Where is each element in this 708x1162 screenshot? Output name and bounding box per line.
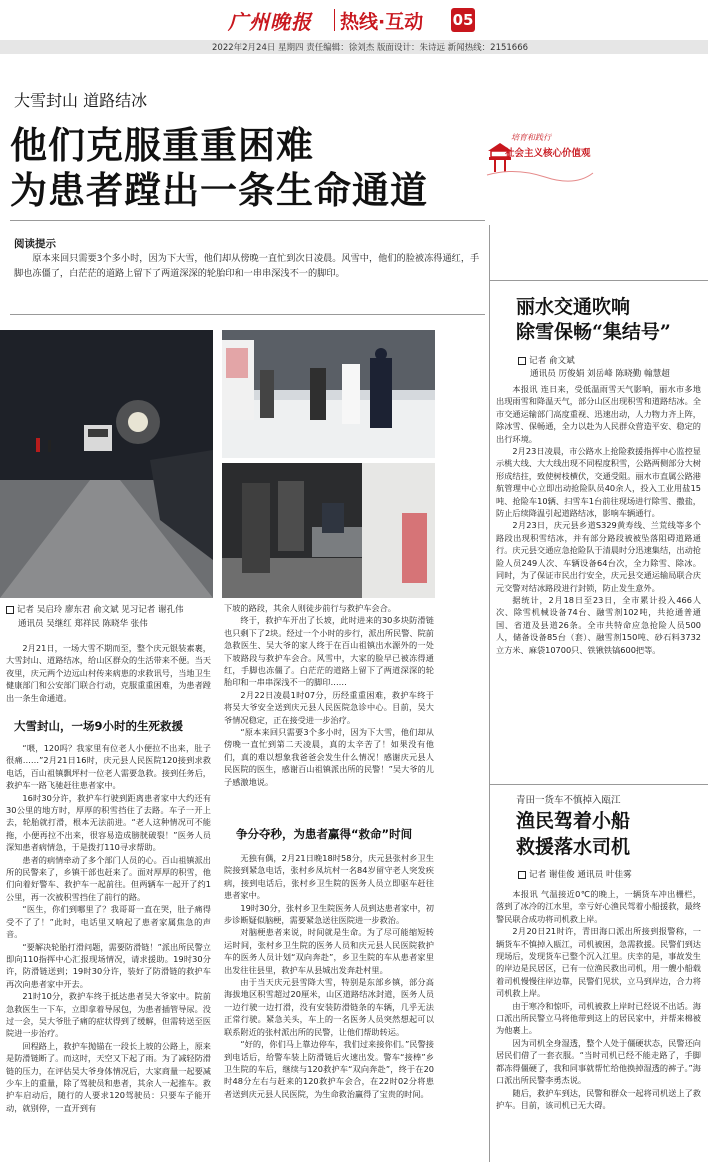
paragraph: 2月23日，庆元县乡道S329黄寿线、兰荒线等多个路段出现积雪结冰，并有部分路段被被坠落阻碍道路通行。庆元县交通应急抢险队于清晨时分迅速集结，出动抢险人员249人次、车辆设备64台次，全力除雪、除冰。同时，为了保证市民出行安全，庆元县交通运输局联合庆元交警对结冰路段进行封锁，防止发生意外。 [496,520,701,593]
subhead-race-time: 争分夺秒，为患者赢得“救命”时间 [236,827,413,841]
article-col2-body-b [224,852,434,1100]
photo-ambulance-patient [222,463,435,598]
paragraph: 随后，救护车到达，民警和群众一起将司机送上了救护车。目前，该司机已无大碍。 [496,1087,701,1110]
side1-title-line-2: 除雪保畅“集结号” [516,321,671,343]
logo-line-1: 培育和践行 [511,133,551,142]
side1-byline-2: 通讯员 厉俊娟 刘岳峰 陈晓勤 翰慧超 [530,369,670,379]
paragraph: 21时10分，救护车终于抵达患者吴大爷家中。院前急救医生一下车，立即拿着导尿包，为患者插管导尿。没过一会，吴大爷肚子痛的症状得到了缓解，但需转送至医院进一步治疗。 [6,991,211,1039]
paragraph: 由于寒冷和惊吓，司机被救上岸时已经说不出话。海口派出所民警立马将他带到这上的居民家中，并帮来棉被为他裹上。 [496,1000,701,1036]
paragraph: “好的，你们马上靠边停车，我们过来接你们。”民警接到电话后，给警车装上防滑链后火速出发。警车“接棒”乡卫生院的车后，继续与120救护车“双向奔赴”，终于在20时48分左右与赶来的120救护车会合，在22时02分将患者送到庆元县人民医院，为生命救治赢得了宝贵的时间。 [224,1039,434,1099]
subhead-rescue: 大雪封山，一场9小时的生死救援 [14,719,183,733]
paragraph: 本报讯 气温接近0℃的晚上，一辆货车冲出栅栏，落到了冰冷的江水里，幸亏好心渔民驾着小船援救，最终警民联合成功将司机救上岸。 [496,889,701,924]
photo-credit-line-1: 记者 吴启玲 廖东君 俞文斌 见习记者 谢孔伟 [6,603,184,615]
page-number-badge: 05 [451,8,475,32]
paragraph: 患者的病情牵动了多个部门人员的心。百山祖镇派出所的民警来了，乡镇干部也赶来了。面对厚厚的积雪，他们向着好警车、救护车一起前往。但两辆车一起开了约1公里，再一次被积雪挡住了前行的路。 [6,854,211,902]
paragraph: “喂，120吗？我家里有位老人小便拉不出来，肚子很痛……”2月21日16时，庆元县人民医院120接到求救电话，百山祖镇飘坪村一位老人需要急救。接到任务后，救护车一路飞驰赶往患者家中。 [6,743,211,791]
paragraph: 2月20日21时许，青田海口派出所接到报警称，一辆货车不慎掉入瓯江，司机被困，急需救援。民警们到达现场后，发现货车已整个沉入江里。庆幸的是，事故发生的岸边是民居区，已有一位渔民救出司机，用一艘小船载着司机慢慢往岸边靠，民警们见状，立马到岸边，合力将司机救上岸。 [496,926,701,999]
side2-byline: 记者 谢佳俊 通讯员 叶佳雾 [518,868,632,880]
masthead-brand: 广州晚报 [228,10,312,34]
side2-top-rule [490,784,708,785]
masthead-section: 热线·互动 [340,11,424,33]
photo-night-ambulance [0,330,213,598]
side-column-divider [489,225,490,1162]
paragraph: 回程路上，救护车抛锚在一段长上坡的公路上，原来是防滑链断了。而这时，天空又下起了雨。为了减轻防滑链的压力，在评估吴大爷身体情况后，大家商量一起要减少车上的重量，除了驾驶员和患者，其余人一起推车。救护车启动后，随行的人要求120驾驶员：只要车子能开动，就别停，一直开到有 [6,1040,211,1113]
paragraph: 终于，救护车开出了长坡，此时进来的30多块防滑链也只剩下了2块。经过一个小时的步行，派出所民警、院前急救医生、吴大爷的家人终于在百山祖镇出水源外的一处下坡路段与救护车会合。风雪中，大家的脸早已被冻得通红，手脚也冻僵了。白茫茫的道路上留下了两道深深的轮胎印和一串串深浅不一的脚印…… [224,615,434,688]
article-col2-body [224,602,434,788]
paragraph: 2月22日凌晨1时07分，历经重重困难，救护车终于将吴大爷安全送到庆元县人民医院急诊中心。目前，吴大爷情况稳定，正在接受进一步治疗。 [224,689,434,725]
paragraph: 因为司机全身湿透，整个人处于僵硬状态，民警还向居民们借了一套衣服。“当时司机已经不能走路了，手脚都冻得僵硬了，我和同事就帮忙给他换掉湿透的裤子。”海口派出所民警李勇杰说。 [496,1037,701,1086]
paragraph: 无独有偶，2月21日晚18时58分，庆元县张村乡卫生院接到紧急电话，张村乡凤坑村一名84岁留守老人突发疾病，接到电话后，张村乡卫生院的医务人员立即驱车赶往患者家中。 [224,853,434,901]
side2-title-line-2: 救援落水司机 [516,836,631,858]
side1-top-rule [490,280,708,281]
paragraph: “原本来回只需要3个多小时，因为下大雪，他们却从傍晚一直忙到第二天凌晨，真的太辛苦了！如果没有他们，真的难以想象我爸爸会发生什么情况！感谢庆元县人民医院的医生，感谢百山祖镇派出所的民警！”吴大爷的儿子感激地说。 [224,727,434,787]
side1-byline-1: 记者 俞文斌 [518,354,575,366]
headline-line-2: 为患者蹚出一条生命通道 [10,168,428,212]
paragraph: 16时30分许，救护车行驶到距离患者家中大约还有30公里的地方时，厚厚的积雪挡住了去路。车子一开上去，轮胎就打滑，根本无法前进。“老人这种情况可不能拖，小便再拉不出来，很容易造成膀胱破裂！”医务人员深知患者病情急，于是拨打110寻求帮助。 [6,792,211,853]
paragraph: 2月21日，一场大雪不期而至，整个庆元银装素裹，大雪封山、道路结冰，给山区群众的生活带来不便。当天夜里，庆元两个边远山村传来病患的求救讯号，当地卫生健康部门和公安部门联合行动，克服重重困难，为患者蹚出一条生命通道。 [6,643,211,703]
paragraph: 由于当天庆元县雪降大雪，特别是东部乡镇，部分高海拔地区积雪超过20厘米，山区道路结冰封道，医务人员一边行驶一边打滑，没有安装防滑链条的车辆，几乎无法正常行驶。紧急关头，车上的一名医务人员突然想起可以联系附近的张村派出所的民警，让他们帮助转运。 [224,977,434,1037]
paragraph: “医生，你们到哪里了？我哥哥一直在哭，肚子痛得受不了了！”此时，电话里又响起了患者家属焦急的声音。 [6,904,211,940]
paragraph: 2月23日凌晨，市公路水上抢险救援指挥中心监控显示桃大线、大大线出现不同程度积雪，公路两侧部分大树形成结拄，致使树枝横伏，交通受阻。丽水市直属公路港航管理中心立即出动抢险队员40余人，投入工业用盐15吨、抢险车10辆、扫雪车1台前往现场进行除雪、撒盐，防止后续降温引起道路结冰，影响车辆通行。 [496,446,701,519]
side1-body [496,383,701,656]
photo-snow-doctors [222,330,435,458]
info-bar [0,40,708,54]
masthead-divider [334,9,335,31]
lead-label: 阅读提示 [14,238,56,250]
paragraph: 对脑梗患者来说，时间就是生命。为了尽可能缩短转运时间，张村乡卫生院的医务人员和庆元县人民医院救护车的医务人员计划“双向奔赴”，乡卫生院的车从患者家里出发往往县里，救护车从县城出发奔赴村里。 [224,927,434,975]
photo-credit-line-2: 通讯员 吴继红 郑祥民 陈晓华 张伟 [18,619,148,629]
paragraph: 本报讯 连日来，受低温雨雪天气影响，丽水市多地出现雨雪和降温天气，部分山区出现积雪和道路结冰。全市交通运输部门高度重视、迅速出动，人力物力齐上阵，除冰雪、保畅通，全力以赴为人民群众营造平安、稳定的出行环境。 [496,384,701,444]
credit-square-icon [6,606,14,614]
lead-divider [10,314,485,315]
article-kicker: 大雪封山 道路结冰 [14,91,148,110]
headline-line-1: 他们克服重重困难 [10,123,314,167]
byline-square-icon [518,871,526,879]
paragraph: “要解决轮胎打滑问题，需要防滑链！”派出所民警立即向110指挥中心汇报现场情况，请求援助。19时30分许，防滑链送到；19时30分许，装好了防滑链的救护车再次向患者家中开去。 [6,941,211,989]
paragraph: 19时30分，张村乡卫生院医务人员到达患者家中，初步诊断疑似脑梗，需要紧急送往医院进一步救治。 [224,902,434,926]
lead-text: 原本来回只需要3个多小时，因为下大雪，他们却从傍晚一直忙到次日凌晨。风雪中，他们的脸被冻得通红，手脚也冻僵了，白茫茫的道路上留下了两道深深的轮胎印和一串串深浅不一的脚印。 [14,253,480,279]
article-col1-intro [6,642,211,704]
side1-title-line-1: 丽水交通吹响 [516,296,631,318]
article-col1-body [6,742,211,1114]
byline-square-icon [518,357,526,365]
side2-kicker: 青田一货车不慎掉入瓯江 [516,795,621,806]
paragraph: 下坡的路段，其余人则徒步前行与救护车会合。 [224,603,396,613]
info-bar-text: 2022年2月24日 星期四 责任编辑：徐刘杰 版面设计：朱诗远 新闻热线：2151666 [212,43,529,53]
core-values-logo [485,127,595,187]
logo-line-2: 社会主义核心价值观 [505,148,591,159]
side2-title-line-1: 渔民驾着小船 [516,810,631,832]
headline-divider [10,220,485,221]
paragraph: 据统计，2月18日至23日，全市累计投入466人次、除雪机械设备74台、融雪剂102吨，共抢通普通国、省道及县道26条。全市共特命应急抢险人员500人，储备设备85台（套）、融雪剂150吨、砂石料3732立方米、麻袋10700只、铁锹铁镐600把等。 [496,594,701,655]
side2-body [496,888,701,1111]
